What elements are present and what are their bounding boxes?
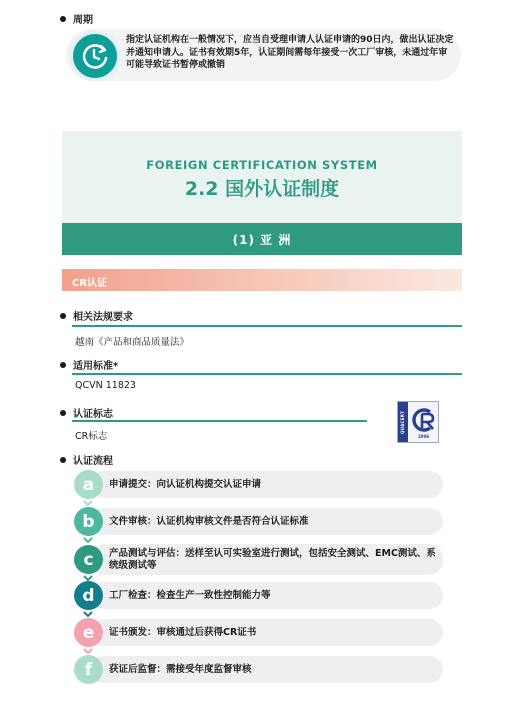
standard-value: QCVN 11823 (75, 380, 136, 391)
cr-quacert-logo (397, 401, 439, 443)
cycle-description: 指定认证机构在一般情况下，应当自受理申请人认证申请的90日内，做出认证决定并通知申请人。证书有效期5年，认证期间需每年接受一次工厂审核，未通过年审可能导致证书暂停或撤销 (126, 35, 454, 70)
standard-heading-label: 适用标准* (73, 361, 119, 372)
region-label: (1) 亚 洲 (232, 232, 292, 247)
process-heading (60, 452, 113, 467)
step-a-badge: a (74, 470, 103, 499)
step-c-badge: c (74, 545, 103, 574)
chevron-down-icon (83, 537, 93, 543)
logo-side-text: QUACERT (398, 402, 408, 442)
mark-value: CR标志 (75, 431, 108, 442)
step-b-text: 文件审核：认证机构审核文件是否符合认证标准 (109, 516, 309, 527)
banner-chinese-title: 2.2 国外认证制度 (184, 178, 340, 200)
regulation-heading (60, 308, 133, 323)
step-d-badge: d (74, 581, 103, 610)
logo-year: 2006 (418, 434, 430, 439)
bullet-dot (60, 362, 66, 368)
bullet-dot (60, 313, 66, 319)
regulation-heading-label: 相关法规要求 (73, 312, 133, 323)
region-bar (62, 223, 462, 255)
divider (72, 325, 462, 327)
cr-title: CR认证 (72, 278, 108, 289)
bullet-dot (60, 410, 66, 416)
step-e-badge: e (74, 618, 103, 647)
cycle-heading-label: 周期 (73, 15, 93, 26)
mark-heading (60, 405, 113, 420)
bullet-dot (60, 457, 66, 463)
chevron-down-icon (83, 611, 93, 617)
cr-mark-icon (410, 406, 438, 434)
banner-english-title: FOREIGN CERTIFICATION SYSTEM (146, 158, 378, 172)
step-b-badge: b (74, 507, 103, 536)
divider (72, 420, 367, 422)
step-e-text: 证书颁发：审核通过后获得CR证书 (109, 627, 257, 638)
step-c-text: 产品测试与评估：送样至认可实验室进行测试，包括安全测试、EMC测试、系统级测试等 (109, 548, 436, 571)
mark-heading-label: 认证标志 (73, 409, 113, 420)
divider (72, 373, 462, 375)
step-d-text: 工厂检查：检查生产一致性控制能力等 (109, 590, 271, 601)
step-a-text: 申请提交：向认证机构提交认证申请 (109, 479, 262, 490)
regulation-value: 越南《产品和商品质量法》 (75, 337, 190, 348)
step-f-badge: f (74, 655, 103, 684)
bullet-dot (60, 16, 66, 22)
step-f-text: 获证后监督：需接受年度监督审核 (109, 664, 252, 675)
chevron-down-icon (83, 648, 93, 654)
cycle-refresh-icon (70, 31, 120, 81)
cycle-heading (60, 11, 93, 26)
cr-title-bar (62, 269, 462, 291)
standard-heading (60, 357, 118, 372)
chevron-down-icon (83, 500, 93, 506)
process-heading-label: 认证流程 (73, 456, 113, 467)
